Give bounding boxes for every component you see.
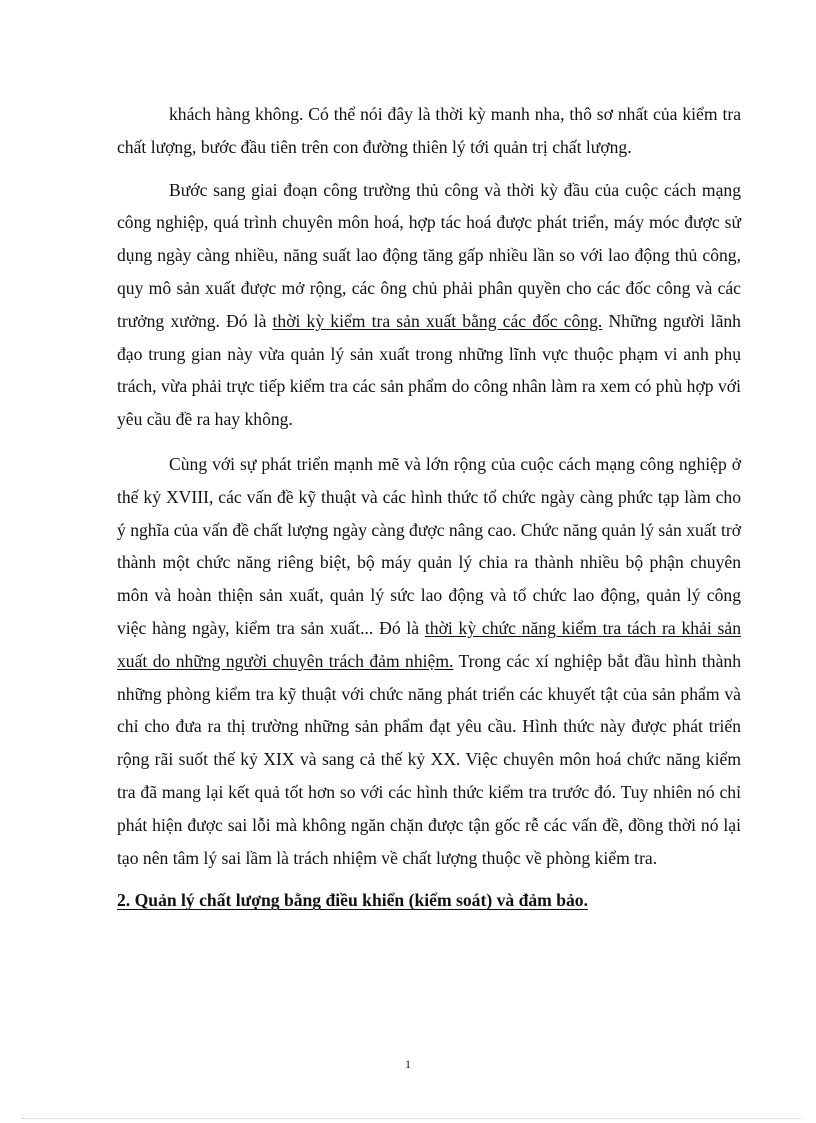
paragraph-2: [117, 174, 741, 436]
paragraph-3-text-a: Cùng với sự phát triển mạnh mẽ và lớn rộng của cuộc cách mạng công nghiệp ở thế kỷ XVIII, các vấn đề kỹ thuật và các hình thức tổ chức ngày càng phức tạp làm cho ý nghĩa của vấn đề chất lượng ngày càng được nâng cao. Chức năng quản lý sản xuất trở thành một chức năng riêng biệt, bộ máy quản lý chia ra thành nhiều bộ phận chuyên môn và hoàn thiện sản xuất, quản lý sức lao động và tổ chức lao động, quản lý công việc hàng ngày, kiểm tra sản xuất... Đó là: [117, 453, 741, 638]
paragraph-2-underlined-term: thời kỳ kiểm tra sản xuất bằng các đốc công.: [272, 310, 603, 331]
paragraph-2-text-a: Bước sang giai đoạn công trường thủ công và thời kỳ đầu của cuộc cách mạng công nghiệp, quá trình chuyên môn hoá, hợp tác hoá được phát triển, máy móc được sử dụng ngày càng nhiều, năng suất lao động tăng gấp nhiều lần so với lao động thủ công, quy mô sản xuất được mở rộng, các ông chủ phải phân quyền cho các đốc công và các trưởng xưởng. Đó là: [117, 179, 741, 331]
paragraph-1: [117, 98, 741, 164]
paragraph-3: [117, 448, 741, 874]
paragraph-1-text: khách hàng không. Có thể nói đây là thời kỳ manh nha, thô sơ nhất của kiểm tra chất lượng, bước đầu tiên trên con đường thiên lý tới quản trị chất lượng.: [117, 104, 741, 157]
paragraph-3-underlined-term: thời kỳ chức năng kiểm tra tách ra khải sản xuất do những người chuyên trách đảm nhiệm.: [117, 617, 742, 671]
page-edge-divider: [22, 1118, 802, 1119]
section-heading: 2. Quản lý chất lượng bằng điều khiển (kiểm soát) và đảm bảo.: [117, 890, 588, 911]
page-number: 1: [405, 1057, 411, 1071]
paragraph-3-text-b: Trong các xí nghiệp bắt đầu hình thành những phòng kiểm tra kỹ thuật với chức năng phát triển các khuyết tật của sản phẩm và chỉ cho đưa ra thị trường những sản phẩm đạt yêu cầu. Hình thức này được phát triển rộng rãi suốt thế kỷ XIX và sang cả thế kỷ XX. Việc chuyên môn hoá chức năng kiểm tra đã mang lại kết quả tốt hơn so với các hình thức kiểm tra trước đó. Tuy nhiên nó chỉ phát hiện được sai lỗi mà không ngăn chặn được tận gốc rễ các vấn đề, đồng thời nó lại tạo nên tâm lý sai lầm là trách nhiệm về chất lượng thuộc về phòng kiểm tra.: [117, 650, 741, 868]
paragraph-2-text-b: Những người lãnh đạo trung gian này vừa quản lý sản xuất trong những lĩnh vực thuộc phạm vi anh phụ trách, vừa phải trực tiếp kiểm tra các sản phẩm do công nhân làm ra xem có phù hợp với yêu cầu đề ra hay không.: [117, 310, 741, 430]
